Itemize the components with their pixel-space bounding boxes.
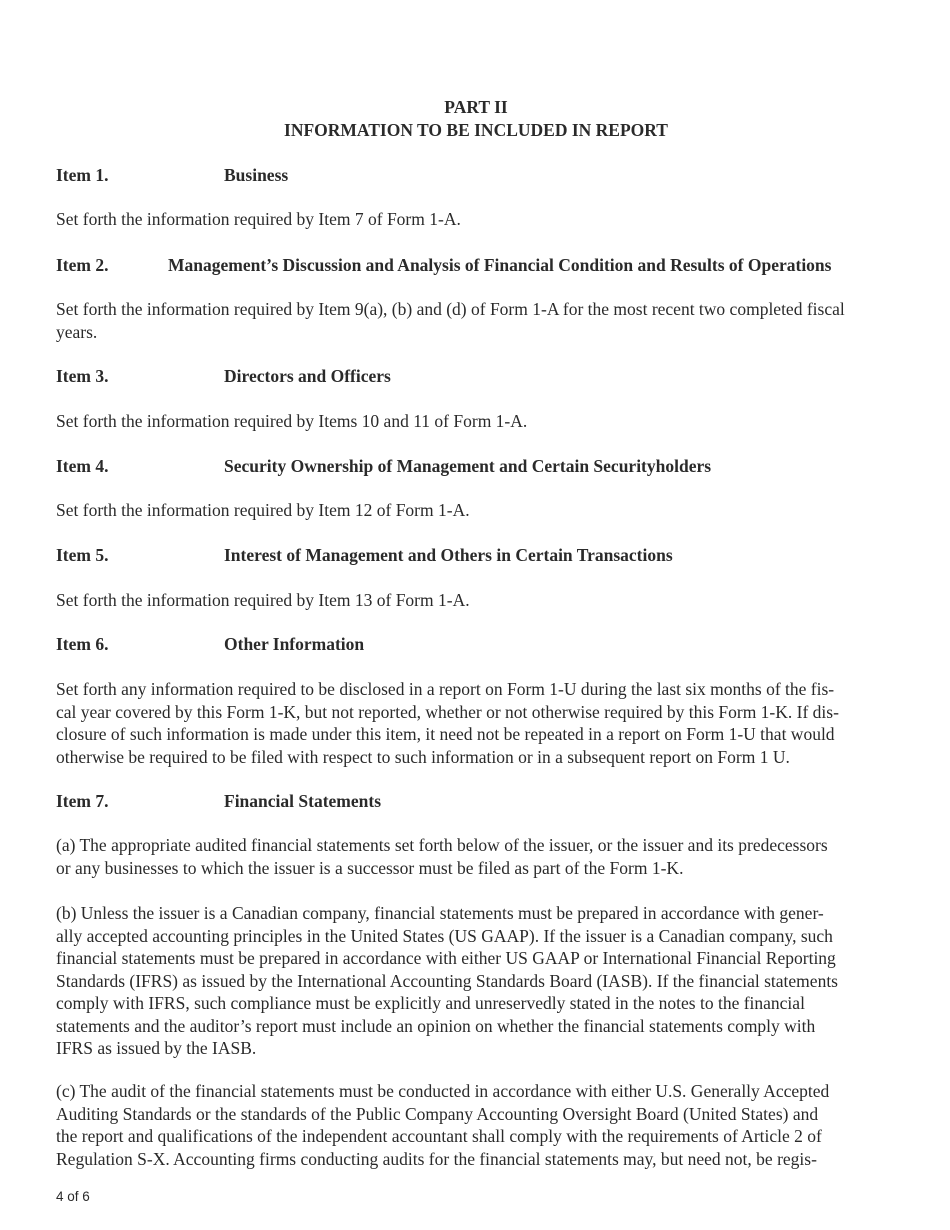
text-line: Standards (IFRS) as issued by the International Accounting Standards Board (IASB). If the financial statements: [56, 970, 838, 991]
item-number: Item 2.: [56, 255, 109, 275]
item-2-paragraph: [56, 298, 845, 343]
text-line: Auditing Standards or the standards of the Public Company Accounting Oversight Board (United States) and: [56, 1103, 819, 1124]
item-3-paragraph: [56, 410, 527, 433]
item-number: Item 4.: [56, 456, 109, 476]
item-number: Item 3.: [56, 366, 109, 386]
item-7-paragraph-a: [56, 834, 828, 879]
page-number: 4 of 6: [56, 1189, 90, 1204]
part-title: PART II: [444, 97, 508, 117]
text-line: the report and qualifications of the independent accountant shall comply with the requirements of Article 2 of: [56, 1126, 822, 1146]
item-4-paragraph: [56, 499, 470, 522]
text-line: otherwise be required to be filed with respect to such information or in a subsequent report on Form 1 U.: [56, 746, 790, 767]
text-line: (a) The appropriate audited financial statements set forth below of the issuer, or the issuer and its predecessors: [56, 835, 828, 855]
item-1-heading: [56, 164, 289, 186]
item-7-paragraph-c: [56, 1080, 829, 1170]
text-line: (b) Unless the issuer is a Canadian company, financial statements must be prepared in accordance with gener-: [56, 903, 824, 923]
item-6-heading: [56, 633, 365, 655]
text-line: IFRS as issued by the IASB.: [56, 1038, 257, 1058]
text-line: closure of such information is made under this item, it need not be repeated in a report on Form 1-U that would: [56, 724, 835, 744]
item-5-paragraph: [56, 589, 470, 612]
text-line: Set forth any information required to be disclosed in a report on Form 1-U during the last six months of the fis-: [56, 679, 835, 699]
item-title: Directors and Officers: [224, 366, 391, 386]
text-line: comply with IFRS, such compliance must be explicitly and unreservedly stated in the notes to the financial: [56, 993, 805, 1013]
item-number: Item 1.: [56, 165, 109, 185]
text-line: years.: [56, 321, 98, 342]
item-number: Item 6.: [56, 634, 109, 654]
text-line: or any businesses to which the issuer is a successor must be filed as part of the Form 1-K.: [56, 857, 684, 878]
text-line: Regulation S-X. Accounting firms conducting audits for the financial statements may, but need not, be regis-: [56, 1148, 817, 1169]
text-line: Set forth the information required by Item 9(a), (b) and (d) of Form 1-A for the most recent two completed fiscal: [56, 299, 845, 319]
document-page: [56, 0, 896, 1230]
text-line: Set forth the information required by Item 12 of Form 1-A.: [56, 500, 470, 520]
text-line: Set forth the information required by Item 7 of Form 1-A.: [56, 209, 461, 229]
item-title: Security Ownership of Management and Certain Securityholders: [224, 456, 712, 476]
item-6-paragraph: [56, 678, 839, 768]
text-line: statements and the auditor’s report must include an opinion on whether the financial statements comply with: [56, 1015, 816, 1036]
text-line: Set forth the information required by Item 13 of Form 1-A.: [56, 590, 470, 610]
text-line: ally accepted accounting principles in the United States (US GAAP). If the issuer is a Canadian company, such: [56, 925, 833, 946]
item-7-heading: [56, 790, 382, 812]
item-number: Item 5.: [56, 545, 109, 565]
item-title: Management’s Discussion and Analysis of Financial Condition and Results of Operations: [168, 255, 832, 275]
item-title: Business: [224, 165, 289, 185]
item-title: Interest of Management and Others in Certain Transactions: [224, 545, 673, 565]
item-4-heading: [56, 455, 712, 477]
item-1-paragraph: [56, 208, 461, 231]
item-3-heading: [56, 365, 391, 387]
text-line: Set forth the information required by Items 10 and 11 of Form 1-A.: [56, 411, 528, 431]
text-line: cal year covered by this Form 1-K, but not reported, whether or not otherwise required by this Form 1-K. If dis-: [56, 701, 839, 722]
item-2-heading: [56, 254, 832, 276]
item-7-paragraph-b: [56, 902, 838, 1060]
item-title: Other Information: [224, 634, 365, 654]
item-title: Financial Statements: [224, 791, 382, 811]
item-number: Item 7.: [56, 791, 109, 811]
text-line: (c) The audit of the financial statements must be conducted in accordance with either U.S. Generally Accepted: [56, 1081, 830, 1101]
text-line: financial statements must be prepared in accordance with either US GAAP or International Financial Reporting: [56, 948, 836, 968]
part-subtitle: INFORMATION TO BE INCLUDED IN REPORT: [284, 120, 668, 140]
item-5-heading: [56, 544, 673, 566]
